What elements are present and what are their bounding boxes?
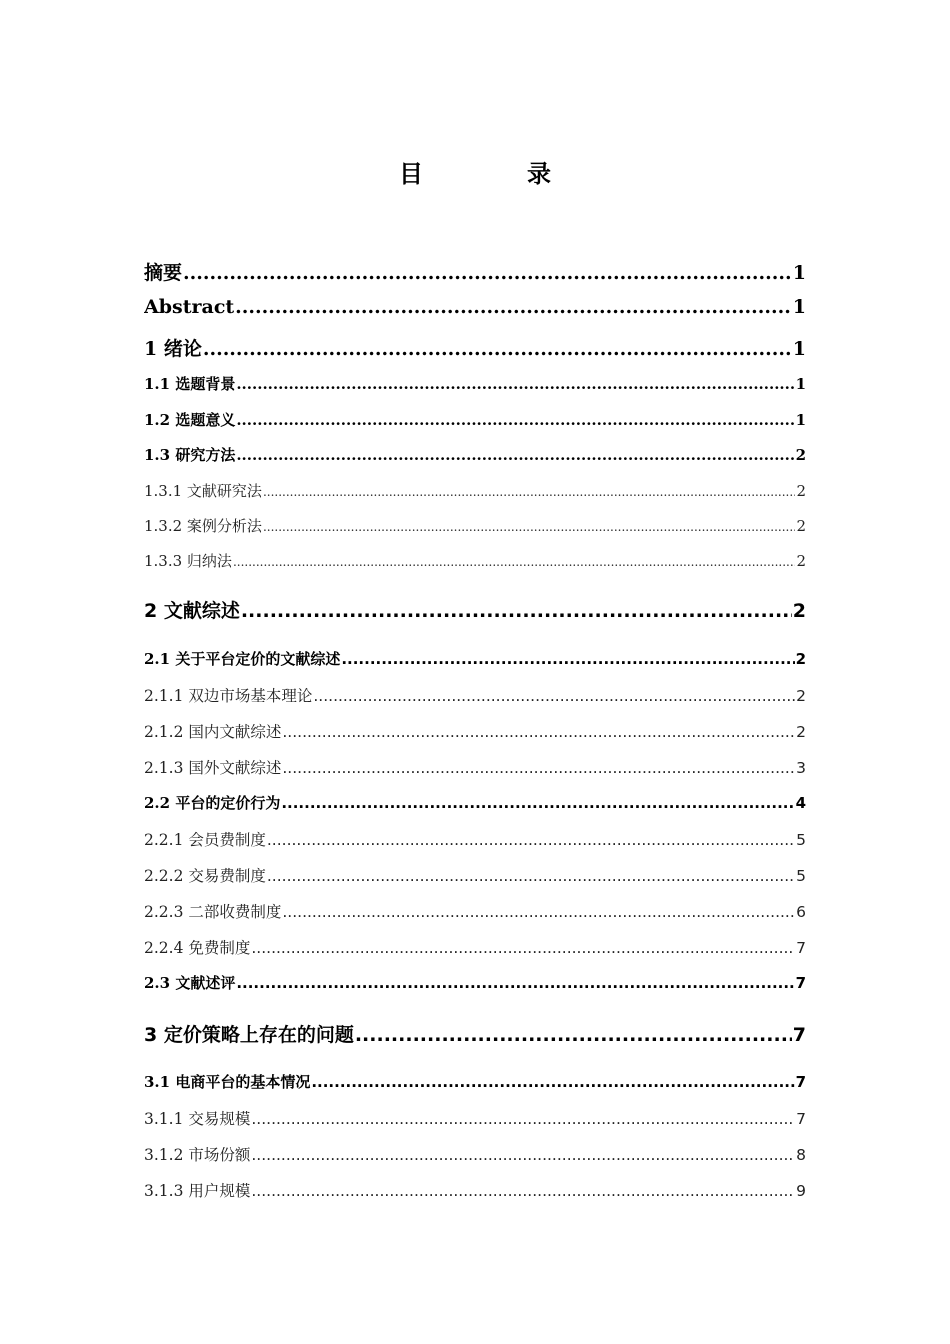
toc-leader-dots — [282, 723, 795, 741]
toc-entry-2-1-1[interactable] — [144, 684, 806, 706]
toc-entry-label: 1.3.1 文献研究法 — [144, 482, 262, 500]
toc-entry-page: 1 — [792, 262, 806, 284]
toc-entry-page: 1 — [795, 375, 806, 393]
toc-entry-page: 7 — [796, 1110, 806, 1128]
toc-entry-page: 7 — [795, 1073, 806, 1091]
toc-entry-2-2-1[interactable] — [144, 828, 806, 850]
toc-leader-dots — [267, 831, 795, 849]
toc-entry-label: 2.1.3 国外文献综述 — [144, 759, 282, 777]
toc-entry-chapter-1[interactable] — [144, 334, 806, 361]
toc-entry-label: 1.2 选题意义 — [144, 411, 236, 429]
toc-entry-2-2-3[interactable] — [144, 900, 806, 922]
toc-leader-dots — [236, 375, 794, 393]
toc-entry-label: 2.2.1 会员费制度 — [144, 831, 266, 849]
toc-leader-dots — [263, 520, 796, 534]
toc-entry-label: 1.1 选题背景 — [144, 375, 236, 393]
toc-entry-label: 2.2.3 二部收费制度 — [144, 903, 282, 921]
toc-leader-dots — [183, 262, 792, 284]
toc-entry-2-2-4[interactable] — [144, 936, 806, 958]
toc-leader-dots — [236, 974, 794, 992]
toc-leader-dots — [355, 1024, 792, 1046]
toc-entry-label: 1 绪论 — [144, 338, 202, 360]
toc-entry-page: 1 — [792, 296, 806, 318]
toc-entry-page: 7 — [796, 939, 806, 957]
toc-entry-page: 8 — [796, 1146, 806, 1164]
toc-entry-1-1[interactable] — [144, 373, 806, 394]
toc-leader-dots — [311, 1073, 794, 1091]
toc-entry-page: 2 — [792, 600, 806, 622]
toc-entry-label: 2.2.2 交易费制度 — [144, 867, 266, 885]
toc-entry-label: 2.1 关于平台定价的文献综述 — [144, 650, 341, 668]
toc-entry-page: 5 — [796, 831, 806, 849]
toc-entry-label: Abstract — [144, 296, 235, 318]
toc-entry-2-2-2[interactable] — [144, 864, 806, 886]
toc-entry-label: 3.1.3 用户规模 — [144, 1182, 251, 1200]
toc-entry-2-3[interactable] — [144, 972, 806, 993]
toc-entry-2-1-2[interactable] — [144, 720, 806, 742]
toc-entry-page: 5 — [796, 867, 806, 885]
toc-leader-dots — [281, 794, 794, 812]
toc-entry-page: 2 — [796, 723, 806, 741]
toc-entry-1-3-2[interactable] — [144, 515, 806, 536]
toc-entry-page: 2 — [796, 482, 806, 500]
toc-entry-label: 2 文献综述 — [144, 600, 240, 622]
toc-leader-dots — [282, 903, 795, 921]
toc-entry-page: 1 — [792, 338, 806, 360]
toc-leader-dots — [233, 555, 796, 569]
toc-entry-2-1[interactable] — [144, 648, 806, 669]
toc-entry-1-3-3[interactable] — [144, 550, 806, 571]
toc-leader-dots — [203, 338, 792, 360]
toc-leader-dots — [282, 759, 795, 777]
toc-entry-1-3-1[interactable] — [144, 480, 806, 501]
toc-entry-1-3[interactable] — [144, 444, 806, 465]
toc-entry-3-1-2[interactable] — [144, 1143, 806, 1165]
toc-entry-label: 3.1.1 交易规模 — [144, 1110, 251, 1128]
toc-entry-label: 3.1 电商平台的基本情况 — [144, 1073, 311, 1091]
toc-leader-dots — [263, 485, 796, 499]
toc-entry-page: 2 — [796, 552, 806, 570]
toc-entry-label: 3 定价策略上存在的问题 — [144, 1024, 354, 1046]
toc-entry-2-2[interactable] — [144, 792, 806, 813]
page-title: 目 录 — [399, 160, 591, 188]
toc-entry-chapter-3[interactable] — [144, 1020, 806, 1047]
toc-entry-page: 7 — [792, 1024, 806, 1046]
toc-entry-label: 2.3 文献述评 — [144, 974, 236, 992]
toc-entry-label: 摘要 — [144, 262, 183, 284]
toc-entry-label: 1.3 研究方法 — [144, 446, 236, 464]
toc-leader-dots — [267, 867, 795, 885]
toc-entry-page: 2 — [796, 517, 806, 535]
toc-entry-page: 1 — [795, 411, 806, 429]
toc-leader-dots — [236, 411, 794, 429]
toc-entry-3-1-1[interactable] — [144, 1107, 806, 1129]
toc-entry-2-1-3[interactable] — [144, 756, 806, 778]
toc-entry-page: 9 — [796, 1182, 806, 1200]
toc-entry-abstract-en[interactable] — [144, 296, 806, 318]
toc-entry-chapter-2[interactable] — [144, 596, 806, 623]
toc-entry-label: 2.2 平台的定价行为 — [144, 794, 281, 812]
toc-entry-page: 2 — [795, 650, 806, 668]
toc-entry-page: 3 — [796, 759, 806, 777]
toc-leader-dots — [341, 650, 794, 668]
toc-leader-dots — [313, 687, 795, 705]
toc-entry-page: 7 — [795, 974, 806, 992]
toc-leader-dots — [251, 1110, 795, 1128]
toc-entry-label: 1.3.2 案例分析法 — [144, 517, 262, 535]
toc-entry-page: 4 — [795, 794, 806, 812]
toc-leader-dots — [241, 600, 792, 622]
toc-entry-page: 6 — [796, 903, 806, 921]
toc-entry-abstract-cn[interactable] — [144, 258, 806, 285]
toc-leader-dots — [251, 1146, 795, 1164]
toc-leader-dots — [235, 296, 792, 318]
toc-entry-3-1-3[interactable] — [144, 1179, 806, 1201]
toc-entry-page: 2 — [796, 687, 806, 705]
toc-entry-page: 2 — [795, 446, 806, 464]
toc-entry-1-2[interactable] — [144, 409, 806, 430]
toc-entry-label: 2.1.2 国内文献综述 — [144, 723, 282, 741]
toc-entry-label: 2.2.4 免费制度 — [144, 939, 251, 957]
toc-entry-3-1[interactable] — [144, 1071, 806, 1092]
toc-leader-dots — [251, 1182, 795, 1200]
toc-entry-label: 1.3.3 归纳法 — [144, 552, 232, 570]
toc-entry-label: 3.1.2 市场份额 — [144, 1146, 251, 1164]
toc-leader-dots — [251, 939, 795, 957]
toc-entry-label: 2.1.1 双边市场基本理论 — [144, 687, 313, 705]
toc-leader-dots — [236, 446, 794, 464]
